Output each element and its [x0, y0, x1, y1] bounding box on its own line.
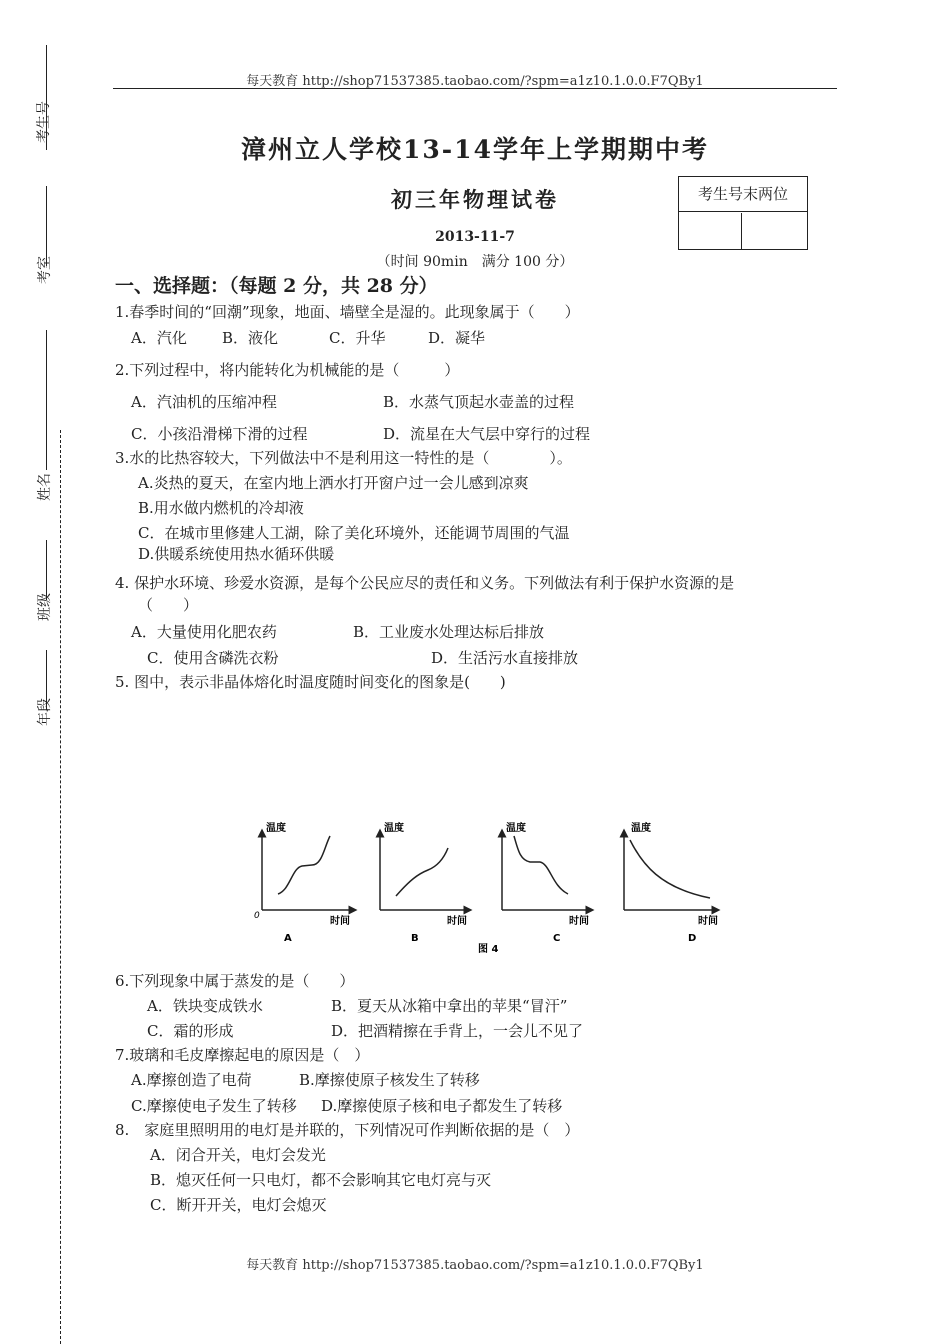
student-id-box-label: 考生号末两位: [679, 177, 807, 212]
q7-option-d: D.摩擦使原子核和电子都发生了转移: [321, 1097, 563, 1115]
binding-dashed-line: [60, 430, 61, 1344]
exam-date: 2013-11-7: [435, 229, 515, 245]
q4-option-c: C．使用含磷洗衣粉: [147, 649, 279, 667]
figure-curve-c: [514, 836, 568, 894]
q2-option-d: D．流星在大气层中穿行的过程: [383, 425, 591, 443]
figure-ylabel-a: 温度: [266, 823, 286, 834]
page-header: 每天教育 http://shop71537385.taobao.com/?spm=a1z10.1.0.0.F7QBy1: [246, 74, 704, 89]
figure-panel-a: [254, 821, 353, 944]
header-rule: [113, 88, 837, 89]
q2-option-c: C．小孩沿滑梯下滑的过程: [131, 425, 308, 443]
q6-option-d: D．把酒精擦在手背上，一会儿不见了: [331, 1022, 584, 1040]
figure-panel-label-a: A: [284, 933, 292, 944]
q7-stem: 7.玻璃和毛皮摩擦起电的原因是（ ）: [115, 1046, 370, 1064]
q1-stem: 1.春季时间的“回潮”现象，地面、墙壁全是湿的。此现象属于（ ）: [115, 303, 580, 321]
figure-xlabel-d: 时间: [698, 916, 718, 927]
figure-xlabel-a: 时间: [330, 916, 350, 927]
student-id-digit-2[interactable]: [743, 213, 805, 249]
figure-caption: 图 4: [478, 944, 499, 955]
q8-option-c: C．断开开关，电灯会熄灭: [150, 1196, 327, 1214]
figure-panel-label-c: C: [553, 933, 561, 944]
page-footer: 每天教育 http://shop71537385.taobao.com/?spm=a1z10.1.0.0.F7QBy1: [246, 1258, 704, 1273]
q6-option-c: C．霜的形成: [147, 1022, 234, 1040]
side-label-exam-room: 考室: [37, 256, 53, 284]
student-id-digit-1[interactable]: [679, 213, 742, 249]
q3-option-d: D.供暖系统使用热水循环供暖: [138, 545, 335, 563]
section-title: 一、选择题：（每题 2 分，共 28 分）: [115, 275, 438, 297]
side-label-class: 班级: [37, 593, 53, 621]
q8-option-b: B．熄灭任何一只电灯，都不会影响其它电灯亮与灭: [150, 1171, 492, 1189]
q4-stem: 4. 保护水环境、珍爱水资源，是每个公民应尽的责任和义务。下列做法有利于保护水资源的是: [115, 574, 735, 592]
q1-option-a: A．汽化: [131, 329, 187, 347]
figure-curve-d: [630, 840, 710, 898]
q4-option-d: D．生活污水直接排放: [431, 649, 579, 667]
q8-option-a: A．闭合开关，电灯会发光: [150, 1146, 326, 1164]
figure-panel-label-d: D: [688, 933, 697, 944]
figure-panel-d: [624, 821, 718, 944]
figure-curve-b: [396, 848, 448, 896]
figure-xlabel-c: 时间: [569, 916, 589, 927]
exam-subtitle: 初三年物理试卷: [391, 187, 559, 212]
q7-option-a: A.摩擦创造了电荷: [131, 1071, 252, 1089]
q3-option-a: A.炎热的夏天，在室内地上洒水打开窗户过一会儿感到凉爽: [138, 474, 529, 492]
figure-panel-c: [502, 821, 590, 944]
q7-option-b: B.摩擦使原子核发生了转移: [299, 1071, 480, 1089]
figure-ylabel-b: 温度: [384, 823, 404, 834]
q1-option-b: B．液化: [222, 329, 279, 347]
q3-stem: 3.水的比热容较大，下列做法中不是利用这一特性的是（ ）。: [115, 449, 572, 467]
q7-option-c: C.摩擦使电子发生了转移: [131, 1097, 297, 1115]
q8-stem: 8. 家庭里照明用的电灯是并联的，下列情况可作判断依据的是（ ）: [115, 1121, 580, 1139]
side-label-name: 姓名: [37, 473, 53, 501]
figure-4: [250, 818, 725, 960]
figure-xlabel-b: 时间: [447, 916, 467, 927]
q6-stem: 6.下列现象中属于蒸发的是（ ）: [115, 972, 355, 990]
q4-option-a: A．大量使用化肥农药: [131, 623, 277, 641]
exam-title: 漳州立人学校13-14学年上学期期中考: [241, 135, 709, 164]
figure-panel-b: [380, 821, 468, 944]
q5-stem: 5. 图中，表示非晶体熔化时温度随时间变化的图象是( ): [115, 673, 506, 691]
side-label-exam-number: 考生号: [36, 101, 52, 143]
q2-stem: 2.下列过程中，将内能转化为机械能的是（ ）: [115, 361, 460, 379]
q4-answer-paren: （ ）: [138, 596, 199, 614]
q3-option-b: B.用水做内燃机的冷却液: [138, 499, 304, 517]
student-id-box: [678, 176, 808, 250]
q3-option-c: C．在城市里修建人工湖，除了美化环境外，还能调节周围的气温: [138, 524, 570, 542]
q4-option-b: B．工业废水处理达标后排放: [353, 623, 545, 641]
q2-option-b: B．水蒸气顶起水壶盖的过程: [383, 393, 575, 411]
q1-option-c: C．升华: [329, 329, 386, 347]
q6-option-b: B．夏天从冰箱中拿出的苹果“冒汗”: [331, 997, 568, 1015]
q2-option-a: A．汽油机的压缩冲程: [131, 393, 277, 411]
q6-option-a: A．铁块变成铁水: [147, 997, 263, 1015]
figure-origin-a: 0: [254, 911, 260, 921]
q1-option-d: D．凝华: [428, 329, 486, 347]
exam-time-info: （时间 90min 满分 100 分）: [376, 254, 574, 270]
side-line-4: [46, 540, 47, 600]
figure-panel-label-b: B: [411, 933, 419, 944]
side-line-3: [46, 330, 47, 470]
figure-curve-a: [278, 836, 330, 894]
figure-ylabel-c: 温度: [506, 823, 526, 834]
figure-ylabel-d: 温度: [631, 823, 651, 834]
side-label-grade: 年段: [37, 698, 53, 726]
